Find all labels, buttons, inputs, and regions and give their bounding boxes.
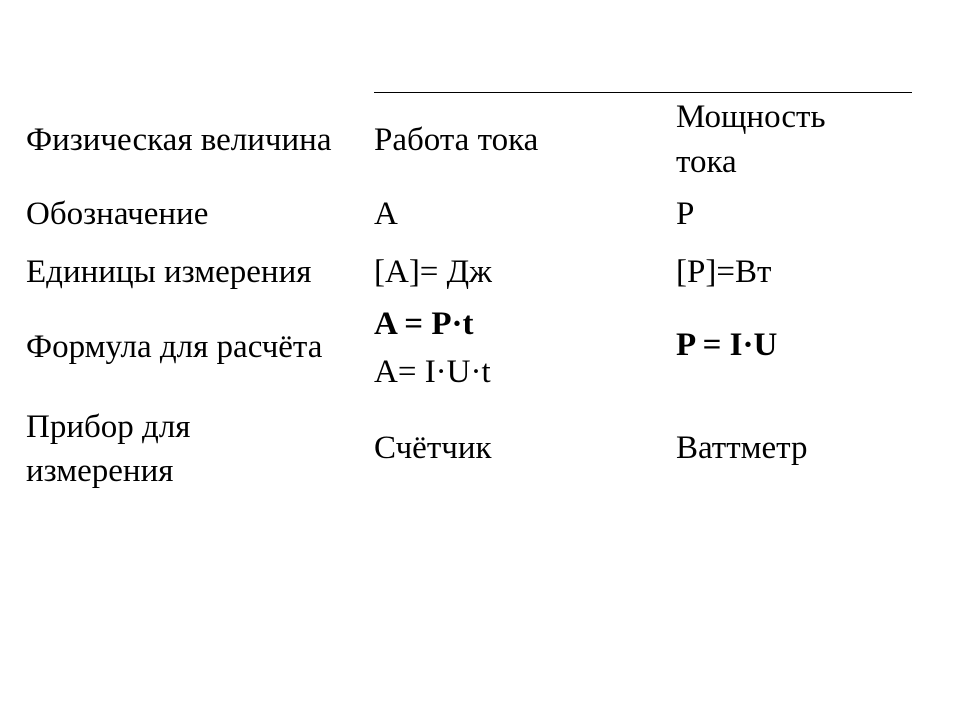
row-formula-work-line1: A = P·t: [374, 306, 474, 342]
row-designation-label: Обозначение: [26, 196, 209, 232]
row-units-label: Единицы измерения: [26, 254, 312, 290]
row-formula-power: P = I·U: [676, 327, 778, 363]
row-device-label-line2: измерения: [26, 453, 174, 489]
header-current-power-line2: тока: [676, 144, 737, 180]
header-current-work: Работа тока: [374, 122, 539, 158]
row-formula-work-line2: A= I·U·t: [374, 354, 491, 390]
header-physical-quantity: Физическая величина: [26, 122, 332, 158]
row-units-power: [P]=Вт: [676, 254, 772, 290]
row-formula-label: Формула для расчёта: [26, 329, 323, 365]
header-current-power-line1: Мощность: [676, 99, 826, 135]
table-top-border: [374, 92, 912, 93]
row-device-label-line1: Прибор для: [26, 409, 191, 445]
row-designation-power: P: [676, 196, 695, 232]
row-designation-work: A: [374, 196, 398, 232]
row-device-power: Ваттметр: [676, 430, 808, 466]
row-units-work: [A]= Дж: [374, 254, 492, 290]
row-device-work: Счётчик: [374, 430, 492, 466]
